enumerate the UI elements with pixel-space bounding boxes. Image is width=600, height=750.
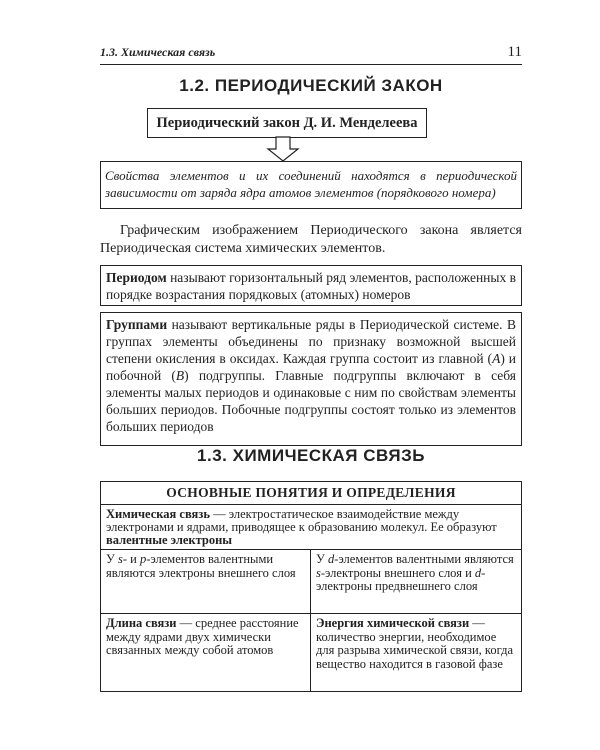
period-term: Периодом xyxy=(106,270,167,285)
groups-text-2: ) и побочной ( xyxy=(106,351,516,383)
bond-term: Химическая связь xyxy=(106,507,210,521)
bond-text: — электростатическое взаимодействие между электронами и ядрами, приводящее к образованию молекул. Ее образуют xyxy=(106,507,497,534)
length-term: Длина связи xyxy=(106,616,177,630)
d-mid2: -электроны внешнего слоя и xyxy=(320,565,475,580)
page-number: 11 xyxy=(507,44,522,60)
bond-energy-cell xyxy=(311,614,521,692)
sp-elements-cell xyxy=(101,550,311,613)
d-d: d xyxy=(327,552,335,566)
d-post: -электроны предвнешнего слоя xyxy=(316,565,486,593)
paragraph-periodic-system: Графическим изображением Периодического закона является Периодическая система химических элементов. xyxy=(100,223,522,256)
groups-b: B xyxy=(175,368,185,383)
period-definition-box xyxy=(100,265,522,306)
groups-term: Группами xyxy=(106,317,168,332)
groups-a: A xyxy=(492,351,501,366)
d-elements-cell xyxy=(311,550,521,613)
sp-mid: - и xyxy=(122,552,140,566)
section-title-chemical-bond: 1.3. ХИМИЧЕСКАЯ СВЯЗЬ xyxy=(197,446,425,465)
bond-length-cell xyxy=(101,614,311,692)
energy-term: Энергия химической связи xyxy=(316,616,470,630)
energy-text: — количество энергии, необходимое для разрыва химической связи, когда вещество находится в газовой фазе xyxy=(316,616,514,671)
down-arrow-icon xyxy=(266,136,300,162)
chemical-bond-definition xyxy=(101,505,521,550)
sp-pre: У xyxy=(106,552,118,566)
valence-term: валентные электроны xyxy=(106,533,233,547)
groups-text-1: называют вертикальные ряды в Периодической системе. В группах элементы объединены по признаку возможной высшей степени окисления в оксидах. Каждая группа состоит из главной ( xyxy=(106,317,516,366)
d-mid1: -элементов валентными являются xyxy=(334,552,514,566)
definitions-table xyxy=(100,481,522,692)
period-text: называют горизонтальный ряд элементов, расположенных в порядке возрастания порядковых (атомных) номеров xyxy=(106,270,516,302)
table-row xyxy=(101,550,521,614)
d-pre: У xyxy=(316,552,328,566)
section-title-periodic-law: 1.2. ПЕРИОДИЧЕСКИЙ ЗАКОН xyxy=(179,76,443,95)
d-d2: d xyxy=(474,565,482,580)
definitions-table-header: ОСНОВНЫЕ ПОНЯТИЯ И ОПРЕДЕЛЕНИЯ xyxy=(101,482,521,505)
running-head xyxy=(100,45,522,65)
law-title-box: Периодический закон Д. И. Менделеева xyxy=(147,108,427,138)
table-row xyxy=(101,614,521,692)
sp-p: p xyxy=(139,552,147,566)
groups-definition-box xyxy=(100,312,522,446)
sp-s: s xyxy=(117,552,123,566)
running-title: 1.3. Химическая связь xyxy=(100,45,216,59)
law-statement-box: Свойства элементов и их соединений находятся в периодической зависимости от заряда ядра атомов элементов (порядкового номера) xyxy=(100,161,522,209)
d-s: s xyxy=(316,565,321,580)
groups-text-3: ) подгруппы. Главные подгруппы включают в себя элементы малых периодов и одинаковые с ним по свойствам элементы больших периодов. Побочные подгруппы состоят только из элементов больших периодов xyxy=(106,368,516,434)
length-text: — среднее расстояние между ядрами двух химически связанных между собой атомов xyxy=(106,616,299,657)
sp-post: -элементов валентными являются электроны внешнего слоя xyxy=(106,552,296,580)
